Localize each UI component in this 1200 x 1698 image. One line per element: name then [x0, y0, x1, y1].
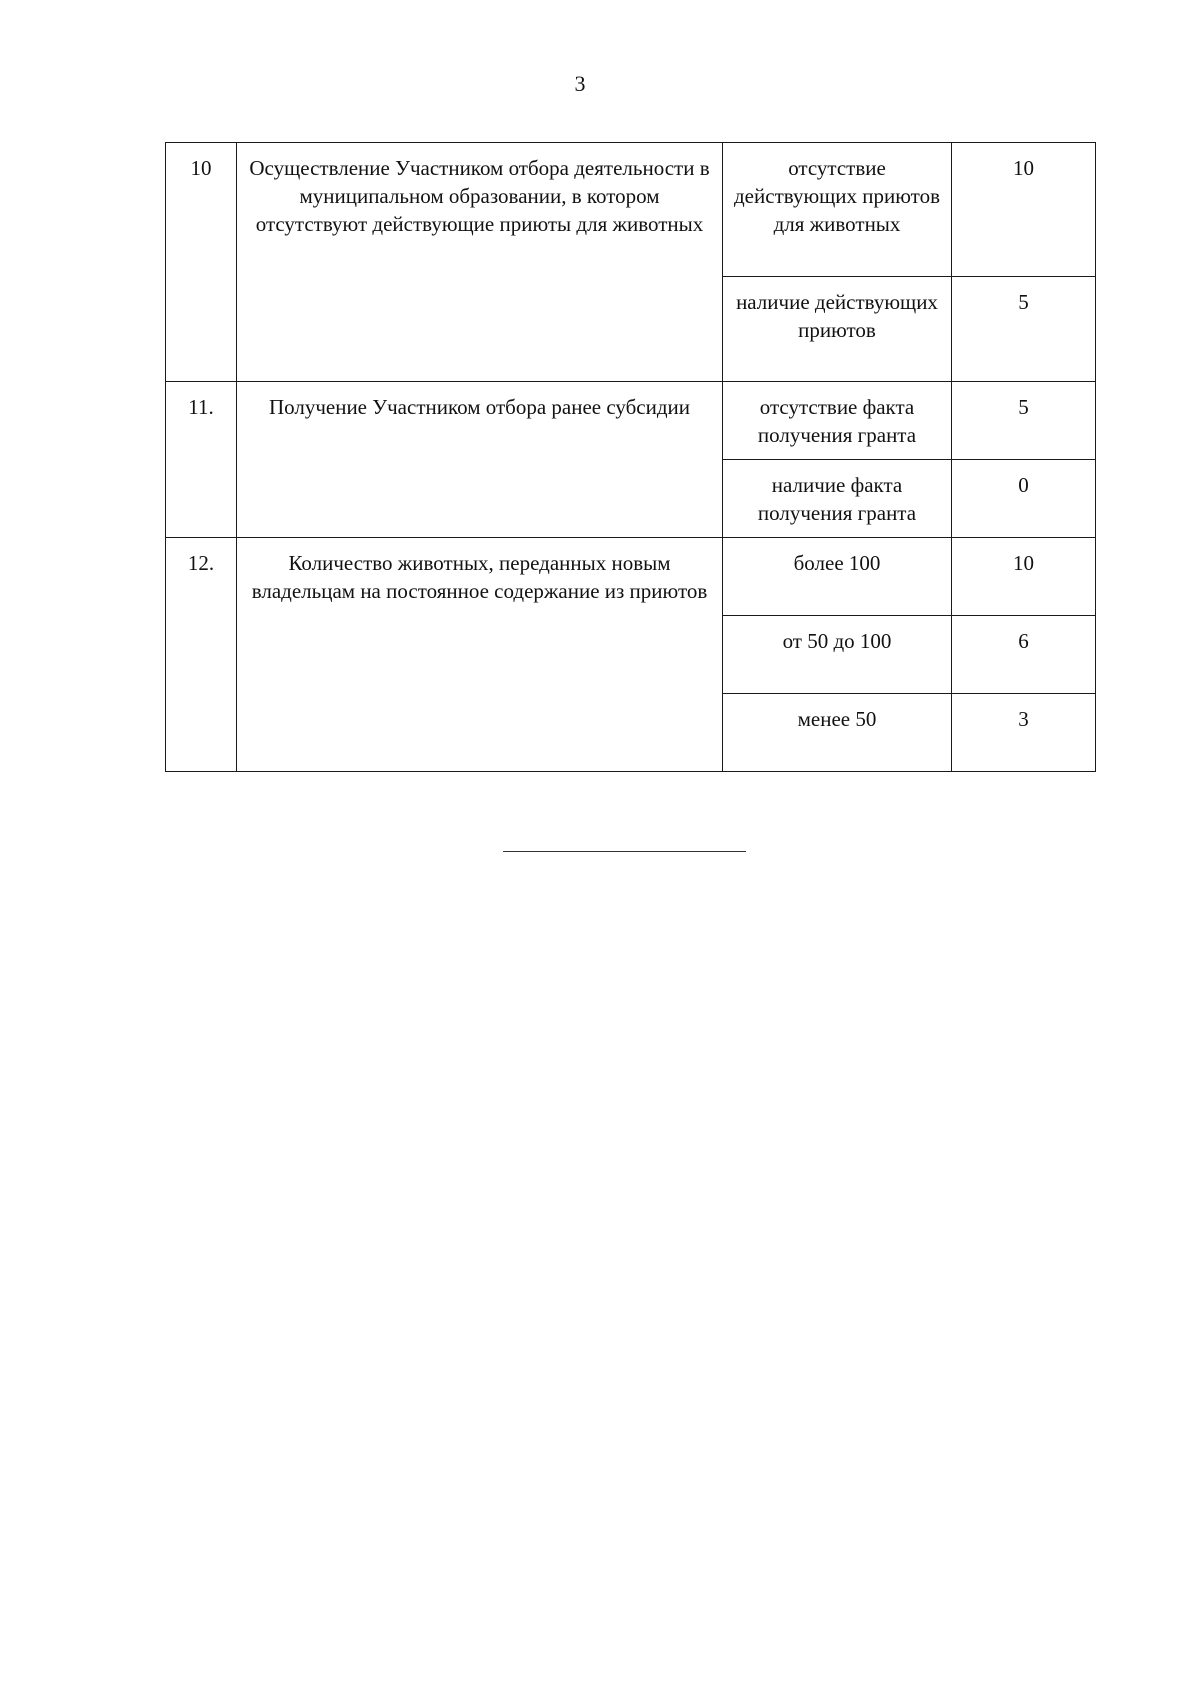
- criterion-condition: наличие факта получения гранта: [723, 460, 952, 538]
- criterion-score: 6: [952, 616, 1096, 694]
- criterion-score: 3: [952, 694, 1096, 772]
- criterion-condition: менее 50: [723, 694, 952, 772]
- criterion-number: 11.: [166, 382, 237, 538]
- criterion-score: 5: [952, 277, 1096, 382]
- table-row: [166, 538, 1096, 616]
- criterion-score: 10: [952, 143, 1096, 277]
- criterion-name: Получение Участником отбора ранее субсидии: [237, 382, 723, 538]
- criterion-name: Количество животных, переданных новым владельцам на постоянное содержание из приютов: [237, 538, 723, 772]
- criterion-number: 10: [166, 143, 237, 382]
- page-number: 3: [574, 71, 586, 96]
- criteria-table: [165, 142, 1096, 772]
- criterion-condition: от 50 до 100: [723, 616, 952, 694]
- criterion-condition: более 100: [723, 538, 952, 616]
- criterion-number: 12.: [166, 538, 237, 772]
- criterion-score: 0: [952, 460, 1096, 538]
- table-row: [166, 143, 1096, 277]
- criterion-condition: наличие действующих приютов: [723, 277, 952, 382]
- criterion-condition: отсутствие действующих приютов для животных: [723, 143, 952, 277]
- end-divider-line: [503, 851, 746, 852]
- criterion-score: 5: [952, 382, 1096, 460]
- criterion-condition: отсутствие факта получения гранта: [723, 382, 952, 460]
- table-row: [166, 382, 1096, 460]
- criterion-score: 10: [952, 538, 1096, 616]
- criterion-name: Осуществление Участником отбора деятельности в муниципальном образовании, в котором отсутствуют действующие приюты для животных: [237, 143, 723, 382]
